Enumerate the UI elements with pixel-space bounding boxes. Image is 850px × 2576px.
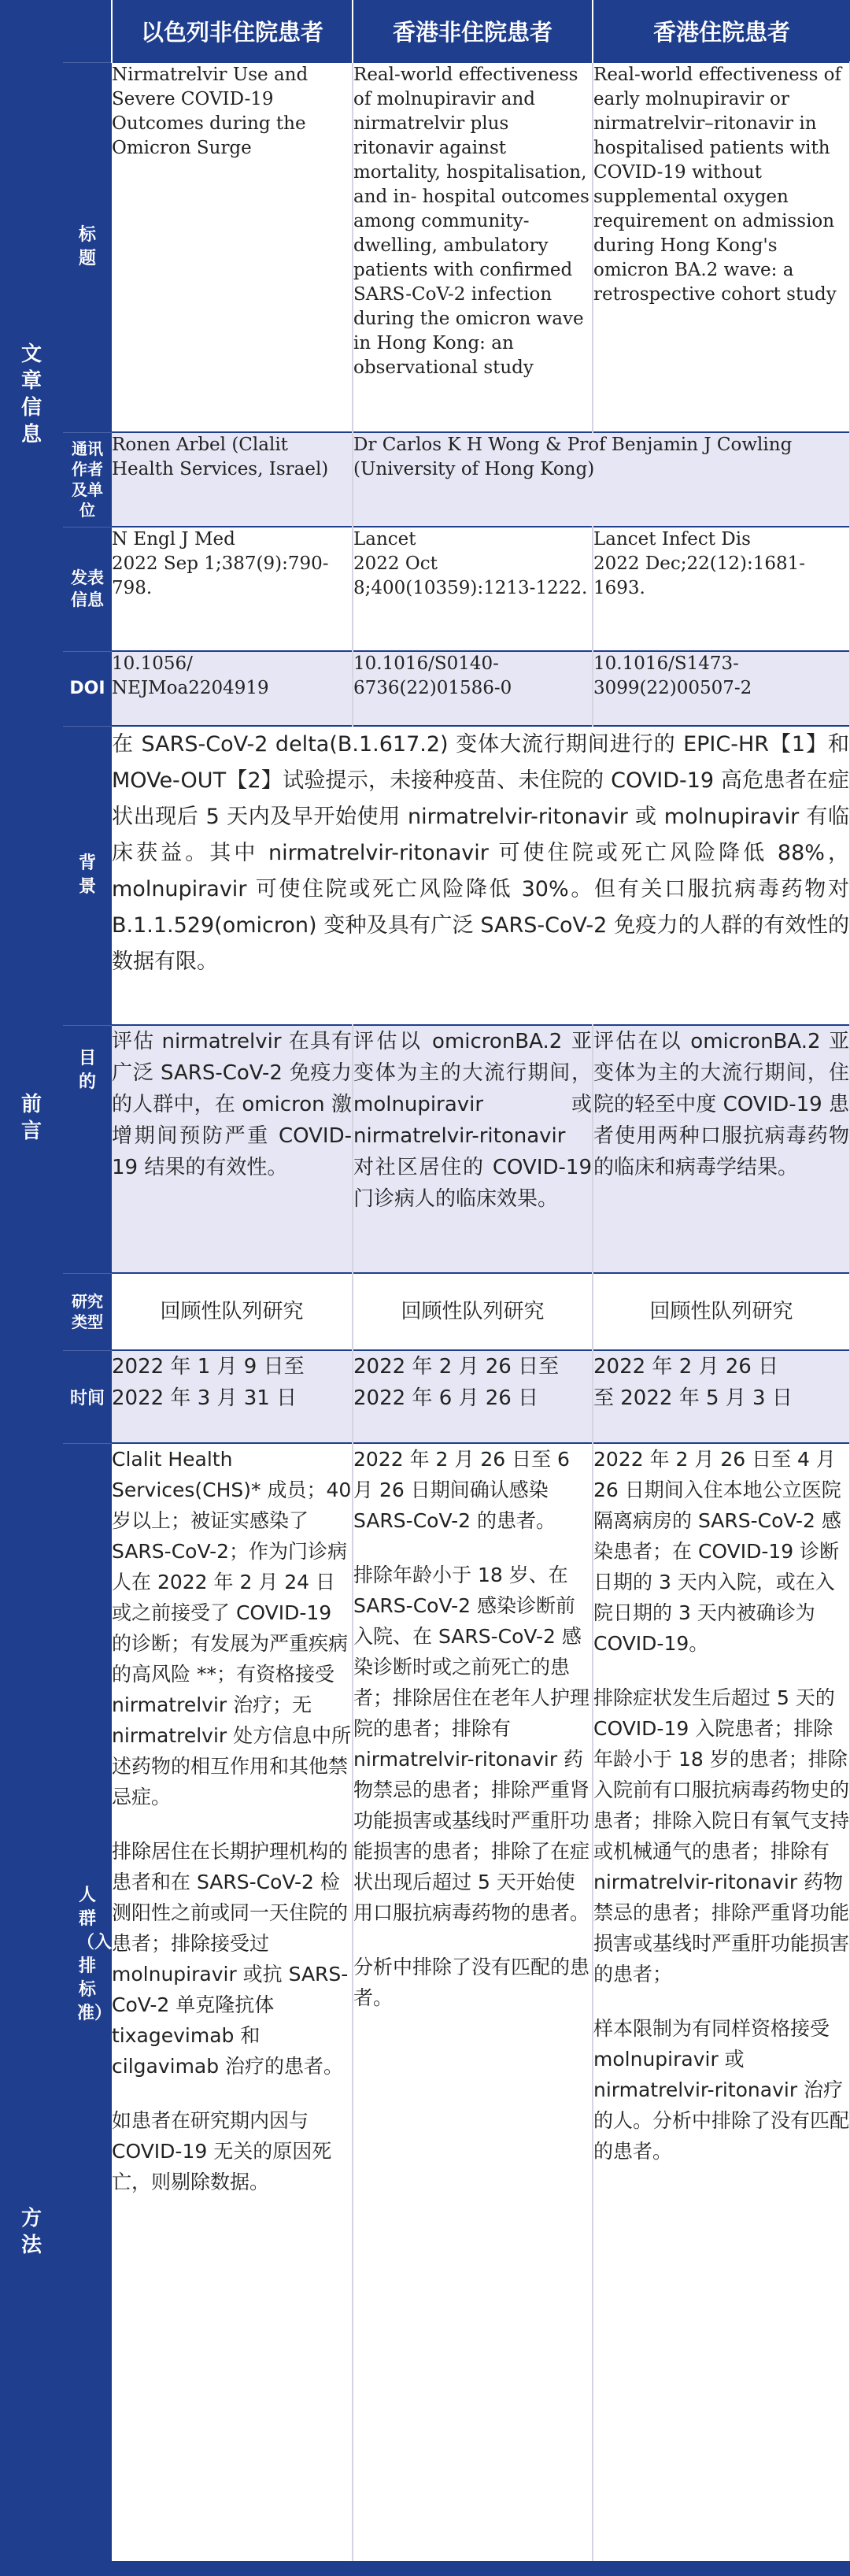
type-cell-1: 回顾性队列研究 bbox=[112, 1273, 353, 1350]
population-2-inclusion: 2022 年 2 月 26 日至 6 月 26 日期间确认感染 SARS-CoV-2 的患者。 bbox=[353, 1448, 570, 1532]
time-end-3: 至 2022 年 5 月 3 日 bbox=[593, 1386, 793, 1410]
row-aim bbox=[0, 1025, 850, 1273]
type-cell-3: 回顾性队列研究 bbox=[593, 1273, 850, 1350]
header-col-israel-outpatients: 以色列非住院患者 bbox=[112, 0, 353, 62]
label-doi: DOI bbox=[63, 651, 112, 726]
time-cell-2 bbox=[353, 1350, 593, 1443]
time-cell-3 bbox=[593, 1350, 850, 1443]
label-publication: 发表信息 bbox=[63, 527, 112, 651]
label-author: 通讯作者及单位 bbox=[63, 432, 112, 527]
label-time: 时间 bbox=[63, 1350, 112, 1443]
header-corner bbox=[0, 0, 112, 62]
row-population bbox=[0, 1443, 850, 2561]
doi-cell-2: 10.1016/S0140-6736(22)01586-0 bbox=[353, 651, 593, 726]
time-start-1: 2022 年 1 月 9 日至 bbox=[112, 1355, 305, 1379]
population-1-exclusion: 排除居住在长期护理机构的患者和在 SARS-CoV-2 检测阳性之前或同一天住院的患者；排除接受过 molnupiravir 或抗 SARS-CoV-2 单克隆抗体 tixagevimab 和 cilgavimab 治疗的患者。 bbox=[112, 1840, 349, 2078]
time-start-2: 2022 年 2 月 26 日至 bbox=[353, 1355, 560, 1379]
section-article-info: 文章信息 bbox=[0, 62, 63, 726]
population-cell-3 bbox=[593, 1443, 850, 2561]
type-cell-2: 回顾性队列研究 bbox=[353, 1273, 593, 1350]
row-doi bbox=[0, 651, 850, 726]
population-3-inclusion: 2022 年 2 月 26 日至 4 月 26 日期间入住本地公立医院隔离病房的 SARS-CoV-2 感染患者；在 COVID-19 诊断日期的 3 天内入院，或在入院日期的 3 天内被确诊为 COVID-19。 bbox=[593, 1448, 841, 1655]
row-publication bbox=[0, 527, 850, 651]
row-time bbox=[0, 1350, 850, 1443]
title-cell-2: Real-world effectiveness of molnupiravir and nirmatrelvir plus ritonavir against mortality, hospitalisation, and in- hospital outcomes among community-dwelling, ambulatory patients with confirmed SARS-CoV-2 infection during the omicron wave in Hong Kong: an observational study bbox=[353, 62, 593, 432]
time-cell-1 bbox=[112, 1350, 353, 1443]
population-2-note: 分析中排除了没有匹配的患者。 bbox=[353, 1956, 590, 2009]
population-cell-1 bbox=[112, 1443, 353, 2561]
label-background: 背景 bbox=[63, 726, 112, 1025]
doi-cell-1: 10.1056/ NEJMoa2204919 bbox=[112, 651, 353, 726]
pub-journal-2: Lancet bbox=[353, 529, 416, 550]
section-preface: 前言 bbox=[0, 726, 63, 1273]
row-background bbox=[0, 726, 850, 1025]
population-3-exclusion: 排除症状发生后超过 5 天的 COVID-19 入院患者；排除年龄小于 18 岁的患者；排除入院前有口服抗病毒药物史的患者；排除入院日有氧气支持或机械通气的患者；排除有 nirmatrelvir-ritonavir 药物禁忌的患者；排除严重肾功能损害或基线时严重肝功能损害的患者； bbox=[593, 1686, 850, 1986]
population-2-exclusion: 排除年龄小于 18 岁、在 SARS-CoV-2 感染诊断前入院、在 SARS-CoV-2 感染诊断时或之前死亡的患者；排除居住在老年人护理院的患者；排除有 nirmatrelvir-ritonavir 药物禁忌的患者；排除严重肾功能损害或基线时严重肝功能损害的患者；排除了在症状出现后超过 5 天开始使用口服抗病毒药物的患者。 bbox=[353, 1564, 590, 1924]
pub-cell-3 bbox=[593, 527, 850, 651]
pub-journal-1: N Engl J Med bbox=[112, 529, 235, 550]
label-title: 标题 bbox=[63, 62, 112, 432]
pub-cell-1 bbox=[112, 527, 353, 651]
header-col-hk-outpatients: 香港非住院患者 bbox=[353, 0, 593, 62]
header-row bbox=[0, 0, 850, 62]
pub-issue-3: 2022 Dec;22(12):1681-1693. bbox=[593, 553, 806, 598]
label-aim: 目的 bbox=[63, 1025, 112, 1273]
time-start-3: 2022 年 2 月 26 日 bbox=[593, 1355, 779, 1379]
time-end-1: 2022 年 3 月 31 日 bbox=[112, 1386, 298, 1410]
population-3-note: 样本限制为有同样资格接受 molnupiravir 或 nirmatrelvir-ritonavir 治疗的人。分析中排除了没有匹配的患者。 bbox=[593, 2017, 850, 2163]
label-study-type: 研究类型 bbox=[63, 1273, 112, 1350]
author-cell-23: Dr Carlos K H Wong & Prof Benjamin J Cowling (University of Hong Kong) bbox=[353, 432, 850, 527]
header-col-hk-inpatients: 香港住院患者 bbox=[593, 0, 850, 62]
row-title bbox=[0, 62, 850, 432]
pub-cell-2 bbox=[353, 527, 593, 651]
row-author bbox=[0, 432, 850, 527]
row-study-type bbox=[0, 1273, 850, 1350]
population-1-inclusion: Clalit Health Services(CHS)* 成员；40 岁以上；被证实感染了 SARS-CoV-2；作为门诊病人在 2022 年 2 月 24 日或之前接受了 COVID-19 的诊断；有发展为严重疾病的高风险 **；有资格接受 nirmatrelvir 治疗；无 nirmatrelvir 处方信息中所述药物的相互作用和其他禁忌症。 bbox=[112, 1448, 352, 1808]
title-cell-3: Real-world effectiveness of early molnupiravir or nirmatrelvir–ritonavir in hospitalised patients with COVID-19 without supplemental oxygen requirement on admission during Hong Kong's omicron BA.2 wave: a retrospective cohort study bbox=[593, 62, 850, 432]
doi-cell-3: 10.1016/S1473-3099(22)00507-2 bbox=[593, 651, 850, 726]
section-methods: 方法 bbox=[0, 1273, 63, 2561]
time-end-2: 2022 年 6 月 26 日 bbox=[353, 1386, 539, 1410]
pub-issue-2: 2022 Oct 8;400(10359):1213-1222. bbox=[353, 553, 588, 598]
title-cell-1: Nirmatrelvir Use and Severe COVID-19 Outcomes during the Omicron Surge bbox=[112, 62, 353, 432]
aim-cell-2: 评估以 omicronBA.2 亚变体为主的大流行期间，molnupiravir 或 nirmatrelvir-ritonavir 对社区居住的 COVID-19 门诊病人的临床效果。 bbox=[353, 1025, 593, 1273]
label-population: 人群（入排标准） bbox=[63, 1443, 112, 2561]
population-cell-2 bbox=[353, 1443, 593, 2561]
author-cell-1: Ronen Arbel (Clalit Health Services, Israel) bbox=[112, 432, 353, 527]
pub-journal-3: Lancet Infect Dis bbox=[593, 529, 751, 550]
aim-cell-1: 评估 nirmatrelvir 在具有广泛 SARS-CoV-2 免疫力的人群中，在 omicron 激增期间预防严重 COVID-19 结果的有效性。 bbox=[112, 1025, 353, 1273]
aim-cell-3: 评估在以 omicronBA.2 亚变体为主的大流行期间，住院的轻至中度 COVID-19 患者使用两种口服抗病毒药物的临床和病毒学结果。 bbox=[593, 1025, 850, 1273]
background-text: 在 SARS-CoV-2 delta(B.1.617.2) 变体大流行期间进行的 EPIC-HR【1】和 MOVe-OUT【2】试验提示，未接种疫苗、未住院的 COVID-19 高危患者在症状出现后 5 天内及早开始使用 nirmatrelvir-ritonavir 或 molnupiravir 有临床获益。其中 nirmatrelvir-ritonavir 可使住院或死亡风险降低 88%，molnupiravir 可使住院或死亡风险降低 30%。但有关口服抗病毒药物对 B.1.1.529(omicron) 变种及具有广泛 SARS-CoV-2 免疫力的人群的有效性的数据有限。 bbox=[112, 726, 850, 1025]
population-1-note: 如患者在研究期内因与 COVID-19 无关的原因死亡，则剔除数据。 bbox=[112, 2109, 332, 2193]
pub-issue-1: 2022 Sep 1;387(9):790-798. bbox=[112, 553, 329, 598]
